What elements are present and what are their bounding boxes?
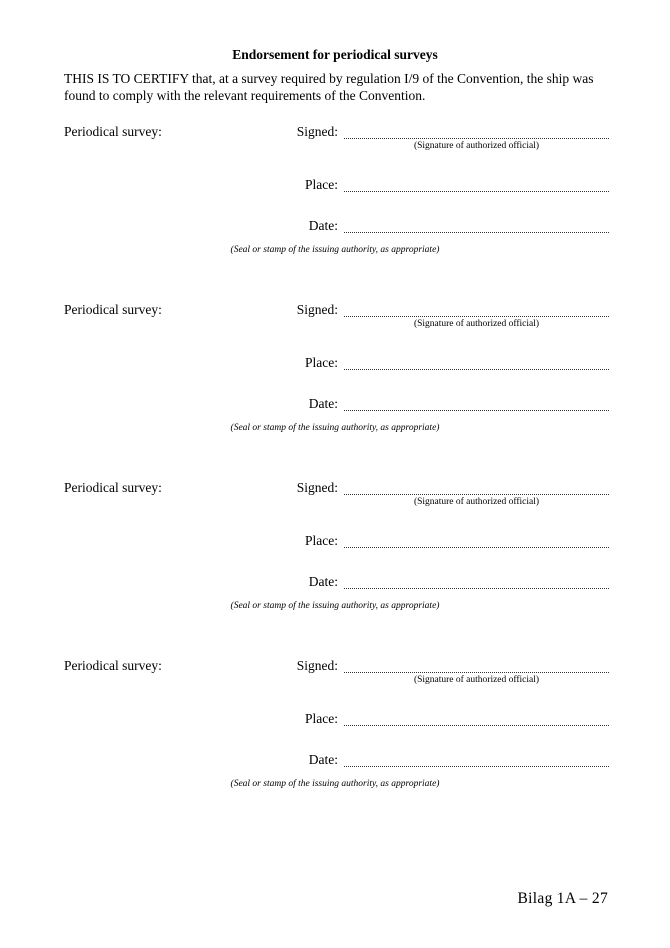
date-label: Date: (308, 752, 338, 767)
seal-caption: (Seal or stamp of the issuing authority, as appropriate) (230, 423, 440, 433)
place-label: Place: (305, 711, 338, 726)
place-label: Place: (305, 177, 338, 192)
survey-block-3 (0, 480, 670, 640)
survey-block-1 (0, 124, 670, 284)
date-field[interactable] (344, 588, 609, 589)
date-label: Date: (308, 574, 338, 589)
signed-label: Signed: (296, 124, 338, 139)
survey-label: Periodical survey: (64, 658, 162, 673)
signed-label: Signed: (296, 480, 338, 495)
signed-label: Signed: (296, 302, 338, 317)
signed-field[interactable] (344, 138, 609, 139)
page-title: Endorsement for periodical surveys (232, 47, 438, 62)
signed-field[interactable] (344, 672, 609, 673)
page-footer: Bilag 1A – 27 (517, 890, 608, 907)
date-label: Date: (308, 218, 338, 233)
date-field[interactable] (344, 232, 609, 233)
signature-caption: (Signature of authorized official) (413, 675, 540, 685)
seal-caption: (Seal or stamp of the issuing authority, as appropriate) (230, 245, 440, 255)
place-label: Place: (305, 355, 338, 370)
signature-caption: (Signature of authorized official) (413, 141, 540, 151)
seal-caption: (Seal or stamp of the issuing authority, as appropriate) (230, 601, 440, 611)
certification-text: THIS IS TO CERTIFY that, at a survey required by regulation I/9 of the Convention, the ship was found to comply with the relevant requirements of the Convention. (64, 71, 594, 103)
signed-field[interactable] (344, 316, 609, 317)
survey-block-4 (0, 658, 670, 818)
signature-caption: (Signature of authorized official) (413, 497, 540, 507)
survey-block-2 (0, 302, 670, 462)
signature-caption: (Signature of authorized official) (413, 319, 540, 329)
survey-label: Periodical survey: (64, 124, 162, 139)
date-field[interactable] (344, 766, 609, 767)
date-field[interactable] (344, 410, 609, 411)
survey-label: Periodical survey: (64, 480, 162, 495)
place-field[interactable] (344, 725, 609, 726)
place-label: Place: (305, 533, 338, 548)
date-label: Date: (308, 396, 338, 411)
seal-caption: (Seal or stamp of the issuing authority, as appropriate) (230, 779, 440, 789)
place-field[interactable] (344, 191, 609, 192)
signed-label: Signed: (296, 658, 338, 673)
place-field[interactable] (344, 547, 609, 548)
place-field[interactable] (344, 369, 609, 370)
survey-label: Periodical survey: (64, 302, 162, 317)
signed-field[interactable] (344, 494, 609, 495)
